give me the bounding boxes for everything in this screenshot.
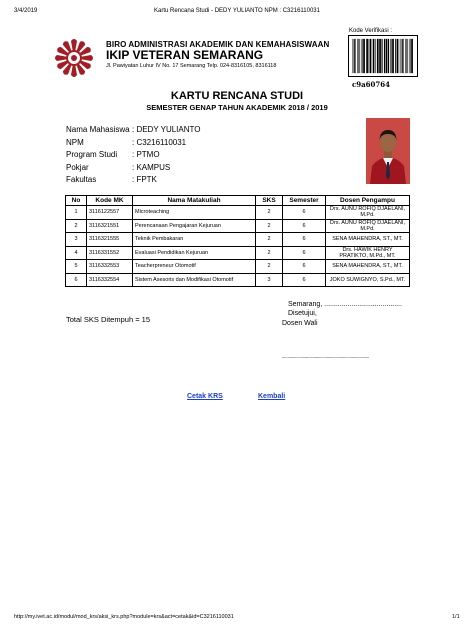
header-lecturer: Dosen Pengampu: [326, 196, 410, 206]
barcode-bar: [395, 39, 396, 73]
student-npm-label: NPM: [66, 137, 84, 147]
student-name-row: [66, 125, 200, 138]
table-header-row: [66, 196, 410, 206]
cell-code: 3116321551: [87, 219, 133, 233]
verification-barcode: [348, 35, 418, 77]
cell-semester: 6: [283, 206, 326, 220]
signature-approved: Disetujui,: [288, 310, 317, 317]
course-table: [65, 195, 410, 287]
barcode-bar: [403, 39, 404, 73]
cell-sks: 2: [256, 260, 283, 274]
institution-logo: [52, 36, 96, 80]
cell-no: 5: [66, 260, 87, 274]
signature-place-date: Semarang, ........................................: [288, 301, 402, 308]
verification-code: c9a60764: [352, 80, 391, 89]
student-program-label: Program Studi: [66, 150, 118, 159]
print-page-number: 1/1: [452, 614, 460, 620]
barcode-bar: [392, 39, 394, 73]
print-krs-link[interactable]: Cetak KRS: [187, 393, 223, 400]
cell-sks: 2: [256, 233, 283, 247]
barcode-bar: [355, 39, 356, 73]
cell-semester: 6: [283, 273, 326, 287]
cell-semester: 6: [283, 219, 326, 233]
cell-code: 3116331552: [87, 246, 133, 260]
cell-code: 3116332554: [87, 273, 133, 287]
cell-course: Evaluasi Pendidikan Kejuruan: [133, 246, 256, 260]
cell-lecturer: Drs. AUNU ROFIQ DJAELANI, M.Pd.: [326, 206, 410, 220]
header-sks: SKS: [256, 196, 283, 206]
student-program-value: : PTMO: [132, 150, 160, 159]
barcode-bar: [357, 39, 358, 73]
cell-semester: 6: [283, 260, 326, 274]
barcode-bar: [390, 39, 391, 73]
cell-sks: 3: [256, 273, 283, 287]
signature-line: ................................................................................: [282, 354, 370, 360]
barcode-bar: [406, 39, 407, 73]
barcode-bar: [370, 39, 372, 73]
barcode-bar: [362, 39, 363, 73]
cell-course: Teknik Pembakaran: [133, 233, 256, 247]
cell-code: 3116321555: [87, 233, 133, 247]
student-name-value: : DEDY YULIANTO: [132, 125, 201, 134]
cell-course: Teacherpreneur Otomotif: [133, 260, 256, 274]
back-link[interactable]: Kembali: [258, 393, 286, 400]
cell-code: 3116332553: [87, 260, 133, 274]
total-sks: Total SKS Ditempuh = 15: [66, 315, 151, 324]
cell-lecturer: Drs. HAWIK HENRY PRATIKTO, M.Pd., MT.: [326, 246, 410, 260]
barcode-bar: [377, 39, 379, 73]
barcode-bar: [363, 39, 365, 73]
cell-sks: 2: [256, 219, 283, 233]
barcode-bar: [410, 39, 411, 73]
cell-no: 6: [66, 273, 87, 287]
cell-no: 3: [66, 233, 87, 247]
table-row: [66, 273, 410, 287]
cell-lecturer: JOKO SUWIGNYO, S.Pd., MT.: [326, 273, 410, 287]
barcode-bar: [388, 39, 389, 73]
barcode-bar: [384, 39, 385, 73]
barcode-bar: [405, 39, 406, 73]
cell-no: 2: [66, 219, 87, 233]
print-page-title: Kartu Rencana Studi - DEDY YULIANTO NPM : C3216110031: [154, 8, 320, 14]
student-faculty-row: [66, 175, 200, 188]
barcode-bar: [401, 39, 402, 73]
student-name-label: Nama Mahasiswa: [66, 125, 130, 134]
institution-name: IKIP VETERAN SEMARANG: [106, 48, 264, 62]
cell-code: 3116122557: [87, 206, 133, 220]
barcode-bar: [369, 39, 370, 73]
barcode-bar: [397, 39, 398, 73]
student-photo: [366, 118, 410, 184]
header-no: No: [66, 196, 87, 206]
document-title: KARTU RENCANA STUDI: [170, 90, 304, 102]
cell-lecturer: SENA MAHENDRA, ST., MT.: [326, 233, 410, 247]
header-semester: Semester: [283, 196, 326, 206]
table-row: [66, 206, 410, 220]
barcode-bar: [409, 39, 410, 73]
barcode-bar: [353, 39, 354, 73]
barcode-bar: [375, 39, 376, 73]
barcode-bar: [361, 39, 362, 73]
cell-course: Perencanaan Pengajaran Kejuruan: [133, 219, 256, 233]
table-row: [66, 219, 410, 233]
cell-semester: 6: [283, 233, 326, 247]
barcode-bar: [399, 39, 400, 73]
cell-lecturer: Drs. AUNU ROFIQ DJAELANI, M.Pd.: [326, 219, 410, 233]
verification-label: Kode Verifikasi :: [349, 28, 393, 34]
cell-course: Microteaching: [133, 206, 256, 220]
barcode-bar: [411, 39, 413, 73]
table-row: [66, 260, 410, 274]
barcode-bar: [381, 39, 382, 73]
cell-sks: 2: [256, 206, 283, 220]
barcode-bar: [366, 39, 368, 73]
cell-lecturer: SENA MAHENDRA, ST., MT.: [326, 260, 410, 274]
student-info: [66, 125, 200, 188]
barcode-bar: [402, 39, 403, 73]
table-row: [66, 233, 410, 247]
cell-no: 4: [66, 246, 87, 260]
student-program-row: [66, 150, 200, 163]
header-code: Kode MK: [87, 196, 133, 206]
student-faculty-value: : FPTK: [132, 175, 157, 184]
cell-no: 1: [66, 206, 87, 220]
print-date: 3/4/2019: [14, 8, 38, 14]
institution-department: BIRO ADMINISTRASI AKADEMIK DAN KEMAHASISWAAN: [106, 40, 330, 49]
barcode-bar: [358, 39, 359, 73]
student-pokjar-label: Pokjar: [66, 162, 89, 172]
print-url: http://my.ivet.ac.id/modul/mod_krs/aksi_krs.php?module=krs&act=cetak&id=C3216110031: [14, 614, 234, 620]
document-subtitle: SEMESTER GENAP TAHUN AKADEMIK 2018 / 2019: [146, 103, 328, 112]
student-npm-value: : C3216110031: [132, 137, 187, 147]
student-pokjar-row: [66, 163, 200, 176]
student-pokjar-value: : KAMPUS: [132, 162, 171, 172]
table-row: [66, 246, 410, 260]
student-npm-row: [66, 138, 200, 151]
cell-semester: 6: [283, 246, 326, 260]
cell-sks: 2: [256, 246, 283, 260]
cell-course: Sistem Asesoris dan Modifikasi Otomotif: [133, 273, 256, 287]
header-course: Nama Matakuliah: [133, 196, 256, 206]
barcode-bar: [386, 39, 388, 73]
barcode-bar: [373, 39, 375, 73]
signature-role: Dosen Wali: [282, 320, 318, 327]
barcode-bar: [354, 39, 355, 73]
student-faculty-label: Fakultas: [66, 175, 97, 184]
barcode-bar: [379, 39, 381, 73]
institution-address: Jl. Pawiyatan Luhur IV No. 17 Semarang Telp. 024-8316105, 8316118: [106, 63, 277, 69]
